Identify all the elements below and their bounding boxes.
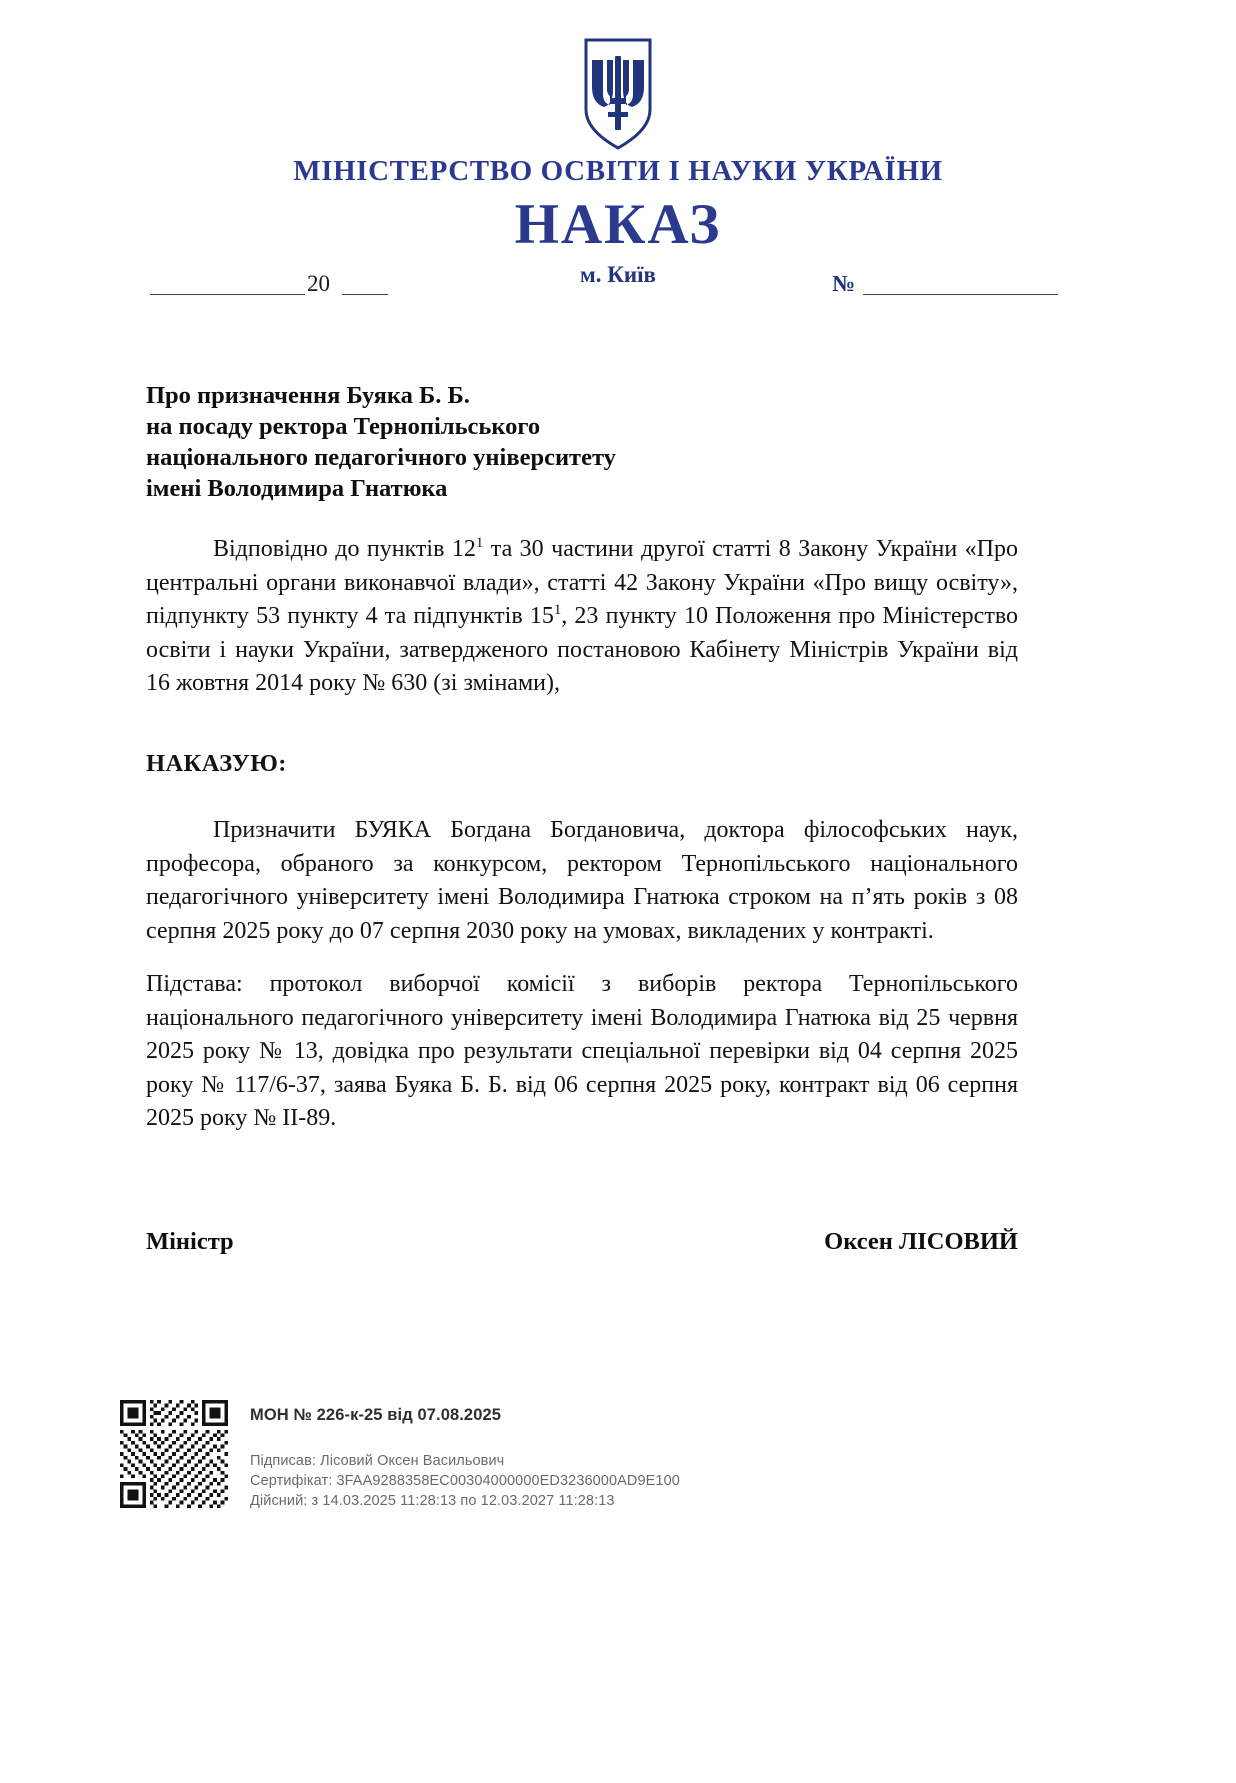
ministry-name: МІНІСТЕРСТВО ОСВІТИ І НАУКИ УКРАЇНИ [293,155,943,187]
signer-position: Міністр [146,1228,234,1255]
qr-code [120,1400,228,1508]
subject-line-2: на посаду ректора Тернопільського [146,413,541,440]
subject-line-4: імені Володимира Гнатюка [146,475,448,502]
qr-code-icon [120,1400,228,1508]
signer-name: Оксен ЛІСОВИЙ [824,1228,1018,1255]
order-directive-heading: НАКАЗУЮ: [146,749,287,777]
year-blank-line [342,273,388,295]
stamp-text-block [250,1400,680,1511]
subject-line-3: національного педагогічного університету [146,444,616,471]
date-field [150,272,490,295]
certificate-line: Сертифікат: 3FAA9288358EC00304000000ED3236000AD9E100 [250,1473,680,1489]
date-blank-line [150,273,305,295]
document-subject [146,380,766,504]
subject-line-1: Про призначення Буяка Б. Б. [146,382,470,409]
document-reference: МОН № 226-к-25 від 07.08.2025 [250,1406,502,1424]
number-symbol: № [832,271,856,296]
document-body [146,533,1018,1156]
document-type-title: НАКАЗ [514,193,722,256]
digital-signature-stamp [120,1400,1120,1511]
coat-of-arms-emblem [0,38,1236,150]
preamble-text-part-3: , 23 пункту 10 Положення про Міністерство освіти і науки України, затвердженого постановою Кабінету Міністрів України від 16 жовтня 2014 року № 630 (зі змінами), [146,603,1018,696]
city-label: м. Київ [580,262,656,287]
appointment-clause: Призначити БУЯКА Богдана Богдановича, доктора філософських наук, професора, обраного за конкурсом, ректором Тернопільського національного педагогічного університету імені Володимира Гнатюка строком на п’ять років з 08 серпня 2025 року до 07 серпня 2030 року на умовах, викладених у контракті. [146,817,1018,944]
year-prefix: 20 [307,271,330,296]
preamble-text-part-1: Відповідно до пунктів 12 [213,536,476,562]
number-blank-line [863,273,1058,295]
preamble-text-part-2: та 30 частини другої статті 8 Закону України «Про центральні органи виконавчої влади», статті 42 Закону України «Про вищу освіту», підпункту 53 пункту 4 та підпунктів 15 [146,536,1019,629]
validity-line: Дійсний: з 14.03.2025 11:28:13 по 12.03.2027 11:28:13 [250,1493,615,1509]
number-field [832,272,1092,295]
ukraine-trident-icon [582,38,654,150]
basis-paragraph: Підстава: протокол виборчої комісії з виборів ректора Тернопільського національного педагогічного університету імені Володимира Гнатюка від 25 червня 2025 року № 13, довідка про результати спеціальної перевірки від 04 серпня 2025 року № 117/6-37, заява Буяка Б. Б. від 06 серпня 2025 року, контракт від 06 серпня 2025 року № ІІ-89. [146,971,1018,1131]
signature-block [146,1228,1018,1256]
footnote-marker-2: 1 [553,602,562,618]
signed-by-line: Підписав: Лісовий Оксен Васильович [250,1453,505,1469]
footnote-marker-1: 1 [475,535,484,551]
preamble-paragraph [146,533,1018,701]
